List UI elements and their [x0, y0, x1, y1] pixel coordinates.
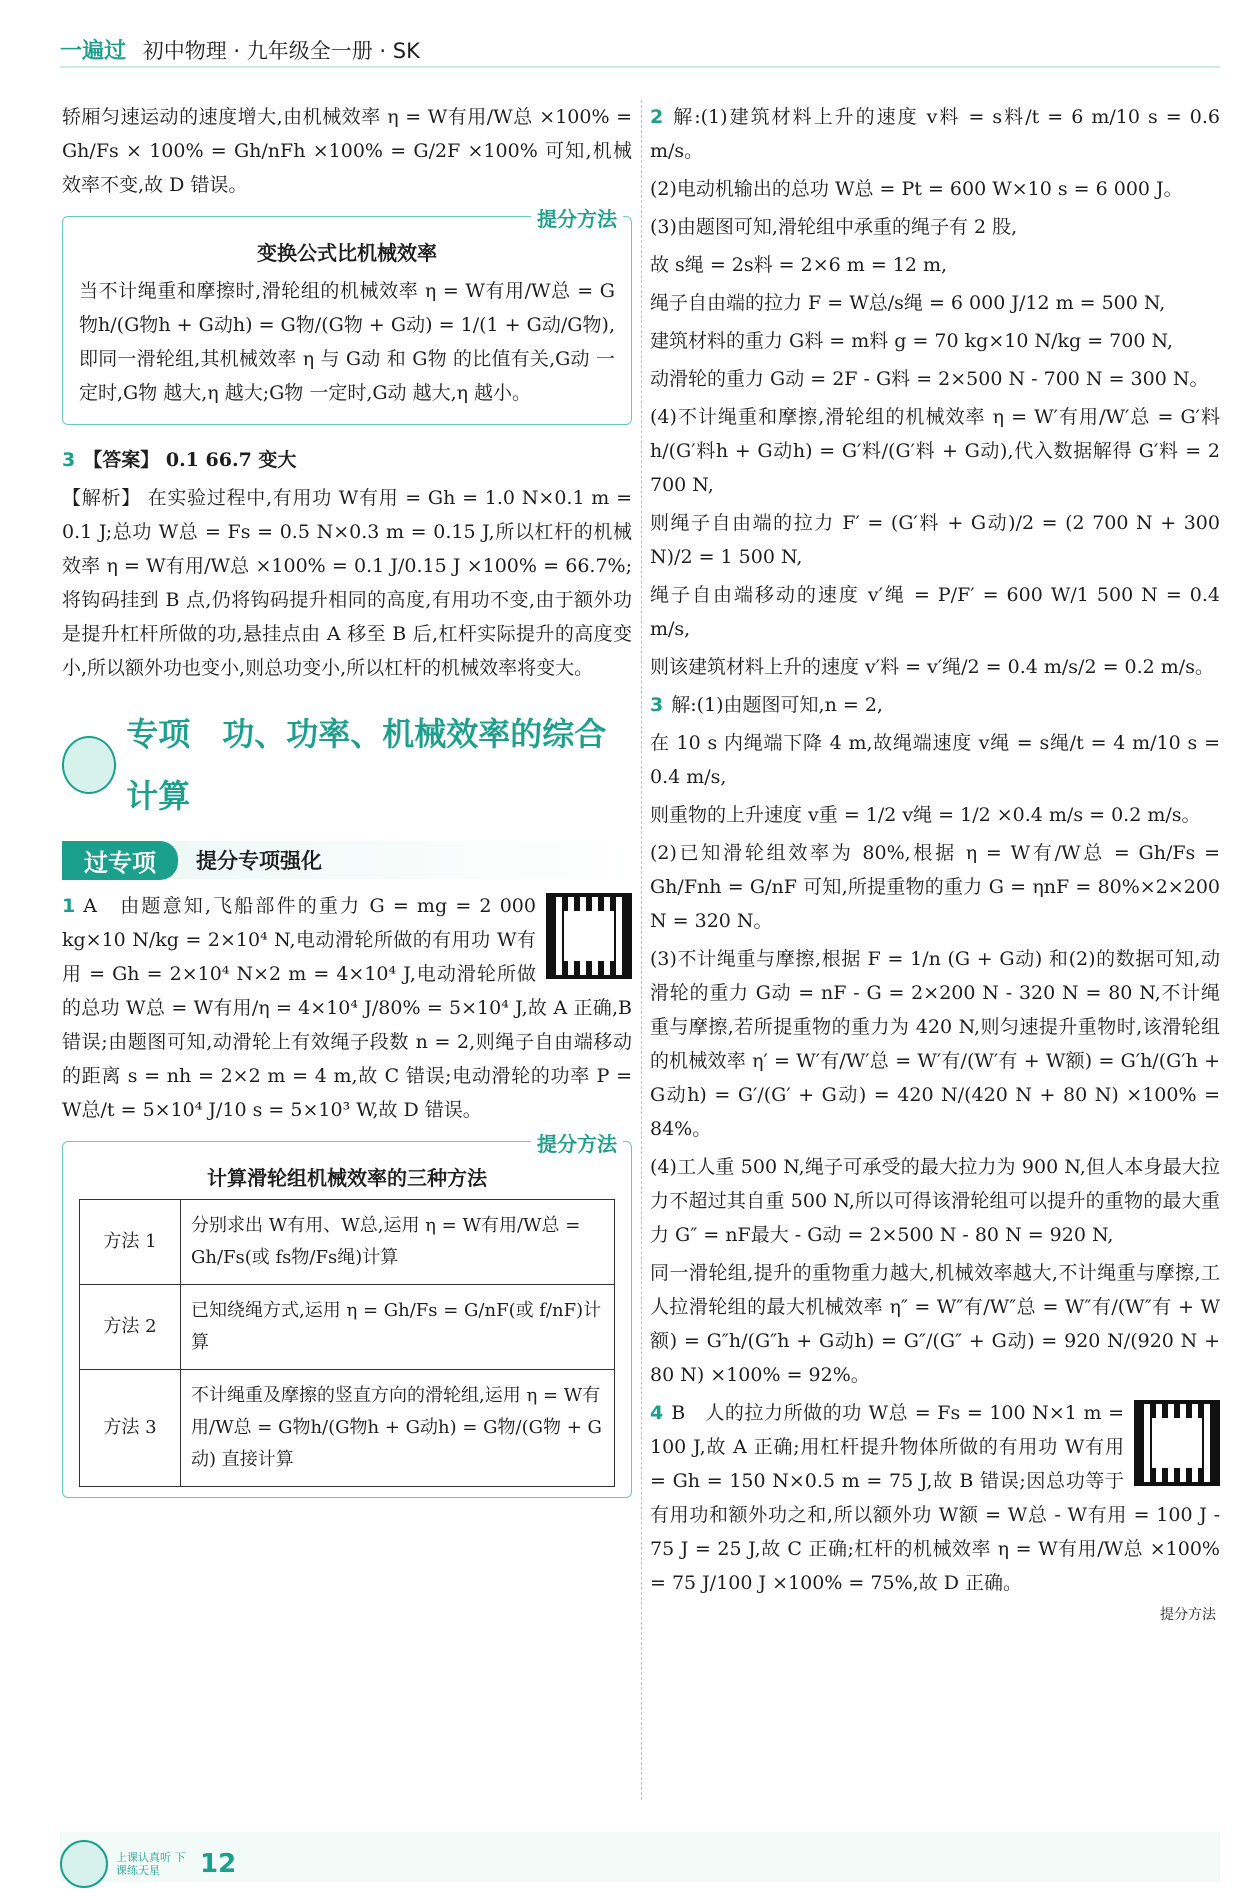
practice-label: 过专项 [62, 841, 178, 880]
solution-line: 绳子自由端的拉力 F = W总/s绳 = 6 000 J/12 m = 500 N, [650, 292, 1166, 314]
section-title: 专项 功、功率、机械效率的综合计算 [126, 715, 607, 815]
table-row [80, 1200, 615, 1285]
solution-q2 [650, 100, 1220, 684]
method-desc: 已知绕绳方式,运用 η = Gh/Fs = G/nF(或 f/nF)计算 [181, 1285, 615, 1370]
answer-text: B 人的拉力所做的功 W总 = Fs = 100 N×1 m = 100 J,故 A 正确;用杠杆提升物体所做的有用功 W有用 = Gh = 150 N×0.5 m = 75 J,故 B 错误;因总功等于有用功和额外功之和,所以额外功 W额 = W总 - W有用 = 100 J - 75 J = 25 J,故 C 正确;杠杆的机械效率 η = W有用/W总 ×100% = 75 J/100 J ×100% = 75%,故 D 正确。 [650, 1402, 1220, 1594]
solution-line: 则重物的上升速度 v重 = 1/2 v绳 = 1/2 ×0.4 m/s = 0.2 m/s。 [650, 804, 1201, 826]
qr-code-icon[interactable] [546, 893, 632, 979]
method-label: 方法 3 [80, 1370, 181, 1487]
tip-title: 计算滑轮组机械效率的三种方法 [207, 1166, 487, 1190]
table-row [80, 1285, 615, 1370]
solution-line: 3 解:(1)由题图可知,n = 2, [650, 694, 883, 716]
practice-subtitle: 提分专项强化 [196, 849, 322, 873]
solution-line: 建筑材料的重力 G料 = m料 g = 70 kg×10 N/kg = 700 N, [650, 330, 1173, 352]
solution-line: 则该建筑材料上升的速度 v′料 = v′绳/2 = 0.4 m/s/2 = 0.2 m/s。 [650, 656, 1214, 678]
solution-line: 动滑轮的重力 G动 = 2F - G料 = 2×500 N - 700 N = 300 N。 [650, 368, 1209, 390]
method-desc: 分别求出 W有用、W总,运用 η = W有用/W总 = Gh/Fs(或 fs物/Fs绳)计算 [181, 1200, 615, 1285]
method-label: 方法 1 [80, 1200, 181, 1285]
tip-box-formula [62, 207, 632, 425]
solution-line: 则绳子自由端的拉力 F′ = (G′料 + G动)/2 = (2 700 N + 300 N)/2 = 1 500 N, [650, 512, 1220, 568]
header-divider [60, 66, 1220, 68]
brand-logo: 一遍过 [60, 39, 127, 64]
explanation-q3: 【解析】 在实验过程中,有用功 W有用 = Gh = 1.0 N×0.1 m = 0.1 J;总功 W总 = Fs = 0.5 N×0.3 m = 0.15 J,所以杠杆的机械效率 η = W有用/W总 ×100% = 0.1 J/0.15 J ×100% = 66.7%;将钩码挂到 B 点,仍将钩码提升相同的高度,有用功不变,由于额外功是提升杠杆所做的功,悬挂点由 A 移至 B 后,杠杆实际提升的高度变小,所以额外功也变小,则总功变小,所以杠杆的机械效率将变大。 [62, 487, 632, 679]
question-number: 1 [62, 895, 76, 917]
solution-line: 同一滑轮组,提升的重物重力越大,机械效率越大,不计绳重与摩擦,工人拉滑轮组的最大机械效率 η″ = W″有/W″总 = W″有/(W″有 + W额) = G″h/(G″h + G动h) = G″/(G″ + G动) = 920 N/(920 N + 80 N) ×100% = 92%。 [650, 1262, 1220, 1386]
question-number: 4 [650, 1402, 664, 1424]
question-number: 3 [62, 449, 76, 471]
section-heading [62, 703, 632, 827]
tip-title: 变换公式比机械效率 [257, 241, 437, 265]
solution-line: 在 10 s 内绳端下降 4 m,故绳端速度 v绳 = s绳/t = 4 m/10 s = 0.4 m/s, [650, 732, 1220, 788]
methods-table [79, 1199, 615, 1487]
paragraph-intro: 轿厢匀速运动的速度增大,由机械效率 η = W有用/W总 ×100% = Gh/Fs × 100% = Gh/nFh ×100% = G/2F ×100% 可知,机械效率不变,故 D 错误。 [62, 106, 632, 196]
mascot-icon [60, 1840, 108, 1888]
answer-q3 [62, 443, 632, 477]
page-number: 12 [200, 1849, 237, 1879]
qr-caption: 提分方法 [1160, 1607, 1216, 1623]
column-divider [641, 100, 642, 1800]
solution-line: 故 s绳 = 2s料 = 2×6 m = 12 m, [650, 254, 948, 276]
solution-line: (4)不计绳重和摩擦,滑轮组的机械效率 η = W′有用/W′总 = G′料h/(G′料h + G动h) = G′料/(G′料 + G动),代入数据解得 G′料 = 2 700 N, [650, 406, 1220, 496]
answer-text: 【答案】 0.1 66.7 变大 [83, 449, 297, 471]
method-label: 方法 2 [80, 1285, 181, 1370]
mascot-icon [62, 736, 116, 794]
solution-line: (3)由题图可知,滑轮组中承重的绳子有 2 股, [650, 216, 1018, 238]
solution-line: 2 解:(1)建筑材料上升的速度 v料 = s料/t = 6 m/10 s = 0.6 m/s。 [650, 106, 1220, 162]
tip-body: 当不计绳重和摩擦时,滑轮组的机械效率 η = W有用/W总 = G物h/(G物h + G动h) = G物/(G物 + G动) = 1/(1 + G动/G物),即同一滑轮组,其机械效率 η 与 G动 和 G物 的比值有关,G动 一定时,G物 越大,η 越大;G物 一定时,G动 越大,η 越小。 [79, 280, 615, 404]
solution-line: (2)已知滑轮组效率为 80%,根据 η = W有/W总 = Gh/Fs = Gh/Fnh = G/nF 可知,所提重物的重力 G = ηnF = 80%×2×200 N = 320 N。 [650, 842, 1220, 932]
footer-slogan: 上课认真听 下课练天星 [116, 1851, 186, 1877]
answer-text: A 由题意知,飞船部件的重力 G = mg = 2 000 kg×10 N/kg = 2×10⁴ N,电动滑轮所做的有用功 W有用 = Gh = 2×10⁴ N×2 m = 4×10⁴ J,电动滑轮所做的总功 W总 = W有用/η = 4×10⁴ J/80% = 5×10⁴ J,故 A 正确,B 错误;由题图可知,动滑轮上有效绳子段数 n = 2,则绳子自由端移动的距离 s = nh = 2×2 m = 4 m,故 C 错误;电动滑轮的功率 P = W总/t = 5×10⁴ J/10 s = 5×10³ W,故 D 错误。 [62, 895, 632, 1121]
left-column [62, 100, 632, 1516]
qr-code-icon[interactable] [1134, 1400, 1220, 1486]
right-column [650, 100, 1220, 1624]
question-number: 2 [650, 106, 664, 128]
practice-bar [62, 841, 632, 879]
tip-box-methods [62, 1132, 632, 1498]
solution-q3 [650, 688, 1220, 1392]
solution-line: (3)不计绳重与摩擦,根据 F = 1/n (G + G动) 和(2)的数据可知,动滑轮的重力 G动 = nF - G = 2×200 N - 320 N = 80 N,不计绳重与摩擦,若所提重物的重力为 420 N,则匀速提升重物时,该滑轮组的机械效率 η′ = W′有/W′总 = W′有/(W′有 + W额) = G′h/(G′h + G动h) = G′/(G′ + G动) = 420 N/(420 N + 80 N) ×100% = 84%。 [650, 948, 1220, 1140]
page-footer [60, 1840, 236, 1888]
solution-line: (4)工人重 500 N,绳子可承受的最大拉力为 900 N,但人本身最大拉力不超过其自重 500 N,所以可得该滑轮组可以提升的重物的最大重力 G″ = nF最大 - G动 = 2×500 N - 80 N = 920 N, [650, 1156, 1220, 1246]
book-title: 初中物理 · 九年级全一册 · SK [142, 39, 420, 63]
question-number: 3 [650, 694, 664, 716]
solution-line: 绳子自由端移动的速度 v′绳 = P/F′ = 600 W/1 500 N = 0.4 m/s, [650, 584, 1220, 640]
tip-tag: 提分方法 [531, 1128, 623, 1157]
table-row [80, 1370, 615, 1487]
tip-tag: 提分方法 [531, 203, 623, 232]
page-header [60, 34, 420, 65]
solution-line: (2)电动机输出的总功 W总 = Pt = 600 W×10 s = 6 000 J。 [650, 178, 1183, 200]
method-desc: 不计绳重及摩擦的竖直方向的滑轮组,运用 η = W有用/W总 = G物h/(G物h + G动h) = G物/(G物 + G动) 直接计算 [181, 1370, 615, 1487]
